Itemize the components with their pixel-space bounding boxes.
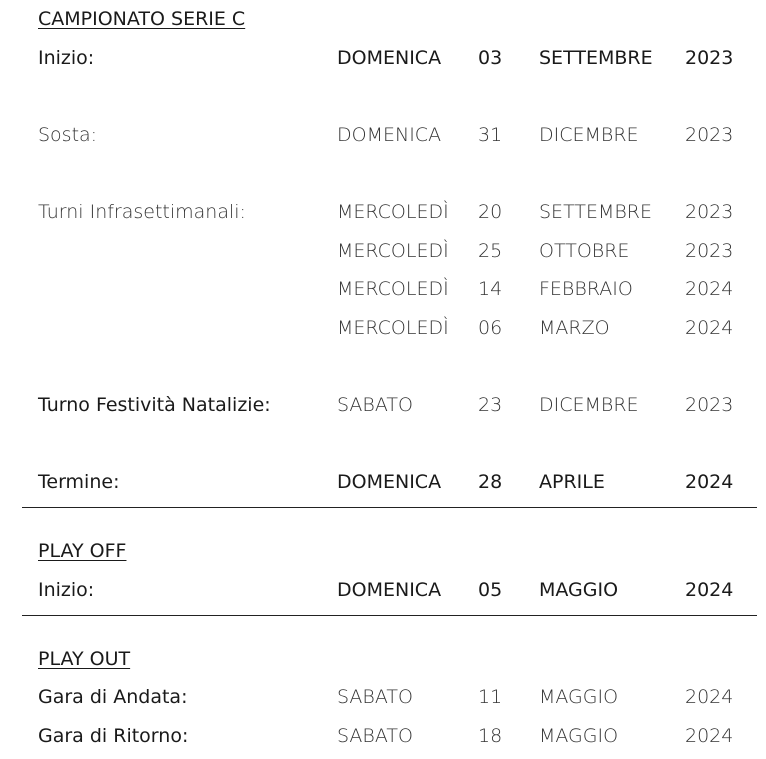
row-year: 2024	[685, 686, 734, 708]
row-year: 2023	[685, 240, 734, 262]
row-month: MAGGIO	[539, 579, 619, 601]
row-year: 2024	[685, 471, 734, 493]
row-day: MERCOLEDÌ	[337, 317, 449, 339]
row-number: 06	[478, 317, 503, 339]
row-month: SETTEMBRE	[539, 47, 653, 69]
row-number: 28	[478, 471, 503, 493]
play-out-heading: PLAY OUT	[38, 648, 131, 670]
row-number: 23	[478, 394, 503, 416]
row-label: Termine:	[38, 471, 120, 493]
row-month: DICEMBRE	[539, 394, 639, 416]
row-year: 2024	[685, 725, 734, 747]
play-off-heading: PLAY OFF	[38, 540, 127, 562]
row-label: Inizio:	[38, 579, 95, 601]
row-year: 2024	[685, 317, 734, 339]
row-year: 2023	[685, 394, 734, 416]
row-label: Sosta:	[38, 124, 98, 146]
row-number: 25	[478, 240, 503, 262]
row-month: SETTEMBRE	[539, 201, 652, 223]
row-month: MARZO	[539, 317, 610, 339]
row-number: 31	[478, 124, 503, 146]
row-number: 03	[478, 47, 503, 69]
row-label: Turno Festività Natalizie:	[38, 394, 271, 416]
row-label: Gara di Ritorno:	[38, 725, 189, 747]
row-day: DOMENICA	[337, 579, 442, 601]
turni-label: Turni Infrasettimanali:	[38, 201, 246, 223]
row-day: SABATO	[337, 725, 413, 747]
row-day: DOMENICA	[337, 471, 442, 493]
row-number: 14	[478, 278, 503, 300]
row-month: DICEMBRE	[539, 124, 639, 146]
row-day: DOMENICA	[337, 124, 442, 146]
row-year: 2023	[685, 47, 734, 69]
row-month: MAGGIO	[539, 686, 619, 708]
row-day: DOMENICA	[337, 47, 442, 69]
row-year: 2024	[685, 579, 734, 601]
row-number: 20	[478, 201, 503, 223]
row-day: SABATO	[337, 686, 413, 708]
section-divider	[22, 615, 757, 616]
serie-c-heading: CAMPIONATO SERIE C	[38, 8, 246, 30]
row-year: 2023	[685, 124, 734, 146]
row-year: 2024	[685, 278, 734, 300]
row-label: Gara di Andata:	[38, 686, 188, 708]
section-divider	[22, 507, 757, 508]
row-number: 05	[478, 579, 503, 601]
row-month: FEBBRAIO	[539, 278, 633, 300]
row-day: MERCOLEDÌ	[337, 278, 449, 300]
row-year: 2023	[685, 201, 734, 223]
row-number: 11	[478, 686, 503, 708]
row-day: MERCOLEDÌ	[337, 240, 449, 262]
row-label: Inizio:	[38, 47, 95, 69]
row-month: MAGGIO	[539, 725, 619, 747]
row-day: MERCOLEDÌ	[337, 201, 449, 223]
row-number: 18	[478, 725, 503, 747]
row-month: OTTOBRE	[539, 240, 630, 262]
row-month: APRILE	[539, 471, 605, 493]
row-day: SABATO	[337, 394, 413, 416]
